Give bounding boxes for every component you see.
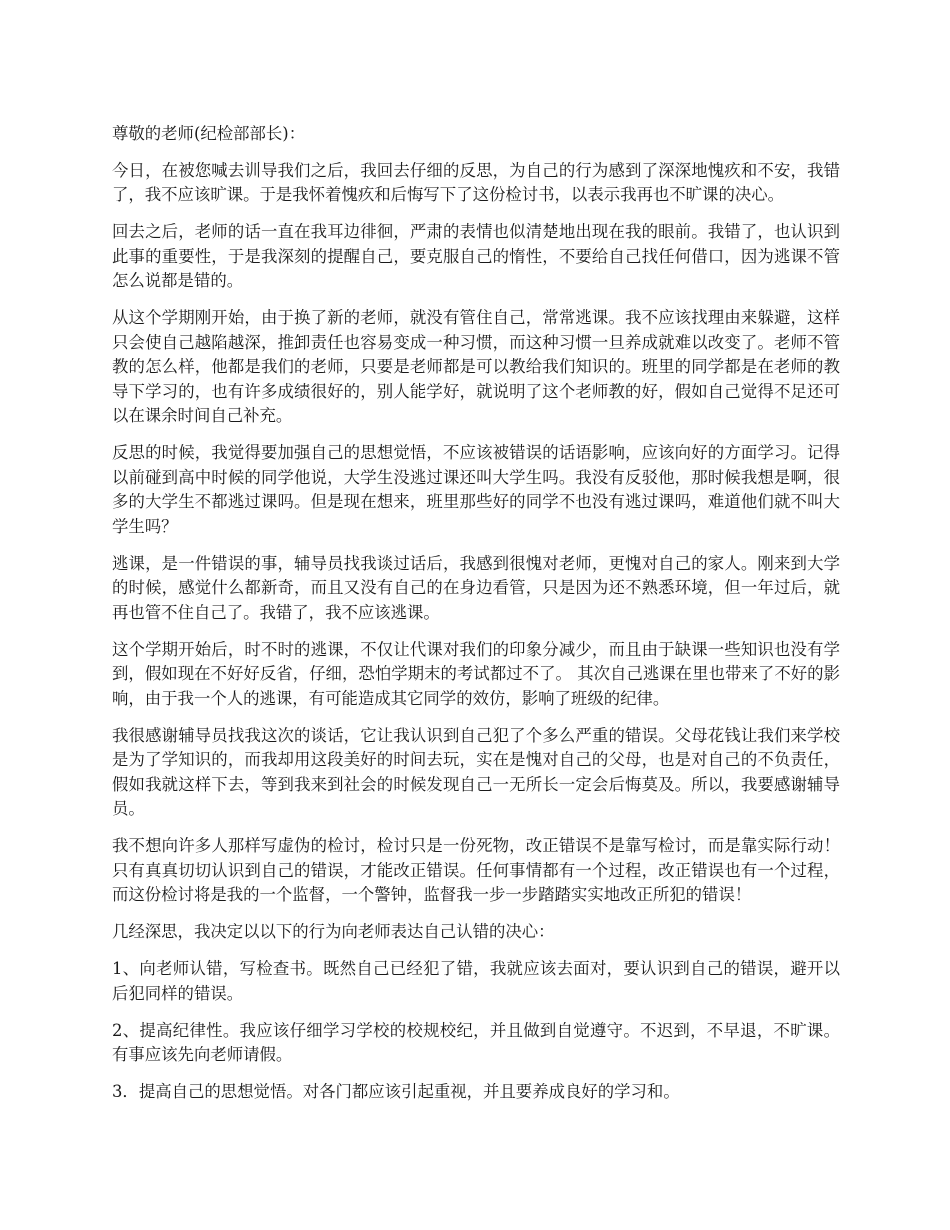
paragraph: 我很感谢辅导员找我这次的谈话，它让我认识到自己犯了个多么严重的错误。父母花钱让我们来学校是为了学知识的，而我却用这段美好的时间去玩，实在是愧对自己的父母，也是对自己的不负责任，假如我就这样下去，等到我来到社会的时候发现自己一无所长一定会后悔莫及。所以，我要感谢辅导员。	[112, 725, 840, 818]
list-item: 2、提高纪律性。我应该仔细学习学校的校规校纪，并且做到自觉遵守。不迟到，不早退，不旷课。有事应该先向老师请假。	[112, 1020, 840, 1064]
list-item: 3．提高自己的思想觉悟。对各门都应该引起重视，并且要养成良好的学习和。	[112, 1082, 680, 1101]
document-body	[112, 122, 840, 1117]
paragraph: 这个学期开始后，时不时的逃课，不仅让代课对我们的印象分减少，而且由于缺课一些知识也没有学到，假如现在不好好反省，仔细，恐怕学期末的考试都过不了。 其次自己逃课在里也带来了不好的影响，由于我一个人的逃课，有可能造成其它同学的效仿，影响了班级的纪律。	[112, 639, 840, 708]
paragraph: 我不想向许多人那样写虚伪的检讨，检讨只是一份死物，改正错误不是靠写检讨，而是靠实际行动！只有真真切切认识到自己的错误，才能改正错误。任何事情都有一个过程，改正错误也有一个过程，而这份检讨将是我的一个监督，一个警钟，监督我一步一步踏踏实实地改正所犯的错误！	[112, 836, 840, 904]
paragraph: 几经深思，我决定以以下的行为向老师表达自己认错的决心：	[112, 922, 555, 941]
paragraph: 反思的时候，我觉得要加强自己的思想觉悟，不应该被错误的话语影响，应该向好的方面学习。记得以前碰到高中时候的同学他说，大学生没逃过课还叫大学生吗。我没有反驳他，那时候我想是啊，很多的大学生不都逃过课吗。但是现在想来，班里那些好的同学不也没有逃过课吗，难道他们就不叫大学生吗？	[112, 443, 840, 536]
paragraph: 回去之后，老师的话一直在我耳边徘徊，严肃的表情也似清楚地出现在我的眼前。我错了，也认识到此事的重要性，于是我深刻的提醒自己，要克服自己的惰性，不要给自己找任何借口，因为逃课不管怎么说都是错的。	[112, 222, 840, 290]
paragraph: 逃课，是一件错误的事，辅导员找我谈过话后，我感到很愧对老师，更愧对自己的家人。刚来到大学的时候，感觉什么都新奇，而且又没有自己的在身边看管，只是因为还不熟悉环境，但一年过后，就再也管不住自己了。我错了，我不应该逃课。	[112, 553, 840, 622]
list-item: 1、向老师认错，写检查书。既然自己已经犯了错，我就应该去面对，要认识到自己的错误，避开以后犯同样的错误。	[112, 959, 840, 1003]
salutation: 尊敬的老师(纪检部部长)：	[112, 124, 306, 143]
paragraph: 从这个学期刚开始，由于换了新的老师，就没有管住自己，常常逃课。我不应该找理由来躲避，这样只会使自己越陷越深，推卸责任也容易变成一种习惯，而这种习惯一旦养成就难以改变了。老师不管教的怎么样，他都是我们的老师，只要是老师都是可以教给我们知识的。班里的同学都是在老师的教导下学习的，也有许多成绩很好的，别人能学好，就说明了这个老师教的好，假如自己觉得不足还可以在课余时间自己补充。	[112, 308, 840, 425]
paragraph: 今日，在被您喊去训导我们之后，我回去仔细的反思，为自己的行为感到了深深地愧疚和不安，我错了，我不应该旷课。于是我怀着愧疚和后悔写下了这份检讨书，以表示我再也不旷课的决心。	[112, 160, 840, 204]
